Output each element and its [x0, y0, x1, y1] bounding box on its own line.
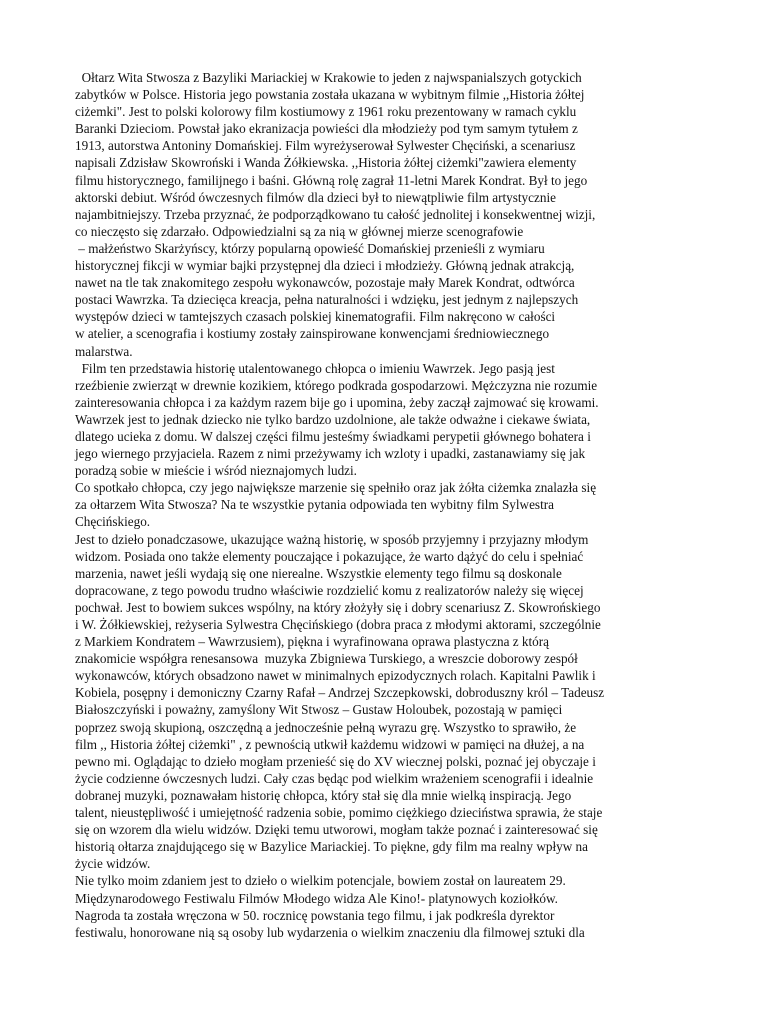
text-line: historycznej fikcji w wymiar bajki przystępnej dla dzieci i młodzieży. Główną jednak atrakcją, — [75, 258, 575, 274]
text-line: poprzez swoją skupioną, oszczędną a jednocześnie pełną wyrazu grę. Wszystko to sprawiło, że — [75, 719, 577, 735]
text-line: życie widzów. — [75, 856, 151, 872]
text-line: postaci Wawrzka. Ta dziecięca kreacja, pełna naturalności i wdzięku, jest jednym z najlepszych — [75, 292, 579, 308]
text-line: film ,, Historia żółtej ciżemki" , z pewnością utkwił każdemu widzowi w pamięci na dłużej, a na — [75, 736, 585, 752]
text-line: nawet na tle tak znakomitego zespołu wykonawców, pozostaje mały Marek Kondrat, odtwórca — [75, 275, 575, 291]
text-line: ciżemki". Jest to polski kolorowy film kostiumowy z 1961 roku prezentowany w ramach cyklu — [75, 104, 577, 120]
text-line: Białoszczyński i poważny, zamyślony Wit Stwosz – Gustaw Holoubek, pozostają w pamięci — [75, 702, 563, 718]
text-line: zabytków w Polsce. Historia jego powstania została ukazana w wybitnym filmie ,,Historia żółtej — [75, 87, 585, 103]
document-body — [75, 69, 697, 941]
text-line: dopracowane, z tego powodu trudno właściwie rozdzielić komu z realizatorów należy się więcej — [75, 582, 584, 598]
text-line: Jest to dzieło ponadczasowe, ukazujące ważną historię, w sposób przyjemny i przyjazny młodym — [75, 531, 589, 547]
text-line: marzenia, nawet jeśli wydają się one nierealne. Wszystkie elementy tego filmu są doskonale — [75, 565, 562, 581]
text-line: – małżeństwo Skarżyńscy, którzy popularną opowieść Domańskiej przenieśli z wymiaru — [75, 240, 545, 256]
text-line: Nie tylko moim zdaniem jest to dzieło o wielkim potencjale, bowiem został on laureatem 29. — [75, 873, 566, 889]
text-line: życie codzienne ówczesnych ludzi. Cały czas będąc pod wielkim wrażeniem scenografii i idealnie — [75, 770, 594, 786]
text-line: 1913, autorstwa Antoniny Domańskiej. Film wyreżyserował Sylwester Chęciński, a scenariusz — [75, 138, 576, 154]
text-line: Ołtarz Wita Stwosza z Bazyliki Mariackiej w Krakowie to jeden z najwspanialszych gotyckich — [75, 70, 582, 85]
text-line: pewno mi. Oglądając to dzieło mogłam przenieść się do XV wiecznej polski, poznać jej obyczaje i — [75, 753, 596, 769]
text-line: Chęcińskiego. — [75, 514, 151, 530]
text-line: Baranki Dzieciom. Powstał jako ekranizacja powieści dla młodzieży pod tym samym tytułem z — [75, 121, 578, 137]
text-line: Film ten przedstawia historię utalentowanego chłopca o imieniu Wawrzek. Jego pasją jest — [75, 360, 555, 376]
text-line: w atelier, a scenografia i kostiumy zostały zainspirowane konwencjami średniowiecznego — [75, 326, 550, 342]
text-line: jego wiernego przyjaciela. Razem z nimi przeżywamy ich wzloty i upadki, zastanawiamy się jak — [75, 446, 586, 462]
text-line: Nagroda ta została wręczona w 50. rocznicę powstania tego filmu, i jak podkreśla dyrektor — [75, 907, 555, 923]
text-line: aktorski debiut. Wśród ówczesnych filmów dla dzieci był to niewątpliwie film artystycznie — [75, 189, 556, 205]
text-line: wykonawców, których obsadzono nawet w minimalnych epizodycznych rolach. Kapitalni Pawlik i — [75, 668, 596, 684]
text-line: z Markiem Kondratem – Wawrzusiem), piękna i wyrafinowana oprawa plastyczna z którą — [75, 634, 549, 650]
text-line: Wawrzek jest to jednak dziecko nie tylko bardzo uzdolnione, ale także odważne i ciekawe świata, — [75, 411, 591, 427]
text-line: talent, nieustępliwość i umiejętność radzenia sobie, pomimo ciężkiego dzieciństwa sprawia, że staje — [75, 805, 603, 821]
text-line: i W. Żółkiewskiej, reżyseria Sylwestra Chęcińskiego (dobra praca z młodymi aktorami, szczególnie — [75, 617, 601, 632]
text-line: co nieczęsto się zdarzało. Odpowiedzialni są za nią w głównej mierze scenografowie — [75, 223, 524, 239]
text-line: rzeźbienie zwierząt w drewnie kozikiem, którego podkrada gospodarzowi. Mężczyzna nie rozumie — [75, 377, 598, 393]
text-line: festiwalu, honorowane nią są osoby lub wydarzenia o wielkim znaczeniu dla filmowej sztuki dla — [75, 924, 585, 940]
text-line: się on wzorem dla wielu widzów. Dzięki temu utworowi, mogłam także poznać i zainteresować się — [75, 822, 598, 838]
text-line: zainteresowania chłopca i za każdym razem bije go i upomina, żeby zaczął zajmować się krowami. — [75, 394, 599, 410]
text-line: Międzynarodowego Festiwalu Filmów Młodego widza Ale Kino!- platynowych koziołków. — [75, 890, 558, 906]
text-line: Co spotkało chłopca, czy jego największe marzenie się spełniło oraz jak żółta ciżemka znalazła się — [75, 480, 597, 496]
text-line: historią ołtarza znajdującego się w Bazylice Mariackiej. To piękne, gdy film ma realny wpływ na — [75, 839, 588, 855]
text-line: za ołtarzem Wita Stwosza? Na te wszystkie pytania odpowiada ten wybitny film Sylwestra — [75, 497, 554, 513]
text-line: dobranej muzyki, poznawałam historię chłopca, który stał się dla mnie wielką inspiracją. Jego — [75, 787, 572, 803]
text-line: Kobiela, posępny i demoniczny Czarny Rafał – Andrzej Szczepkowski, dobroduszny król – Tadeusz — [75, 685, 605, 701]
text-line: napisali Zdzisław Skowroński i Wanda Żółkiewska. ,,Historia żółtej ciżemki"zawiera elementy — [75, 155, 577, 171]
text-line: poradzą sobie w mieście i wśród nieznajomych ludzi. — [75, 463, 357, 479]
text-line: występów dzieci w tamtejszych czasach polskiej kinematografii. Film nakręcono w całości — [75, 309, 556, 325]
text-line: widzom. Posiada ono także elementy pouczające i pokazujące, że warto dążyć do celu i spełniać — [75, 548, 584, 564]
text-line: dlatego ucieka z domu. W dalszej części filmu jesteśmy świadkami perypetii głównego bohatera i — [75, 428, 591, 444]
text-line: pochwał. Jest to bowiem sukces wspólny, na który złożyły się i dobry scenariusz Z. Skowrońskiego — [75, 599, 601, 615]
text-line: filmu historycznego, familijnego i baśni. Główną rolę zagrał 11-letni Marek Kondrat. Był to jego — [75, 172, 588, 188]
text-line: najambitniejszy. Trzeba przyznać, że podporządkowano tu całość jednolitej i konsekwentnej wizji, — [75, 206, 596, 222]
text-line: znakomicie współgra renesansowa muzyka Zbigniewa Turskiego, a wreszcie doborowy zespół — [75, 651, 578, 667]
text-line: malarstwa. — [75, 343, 133, 359]
